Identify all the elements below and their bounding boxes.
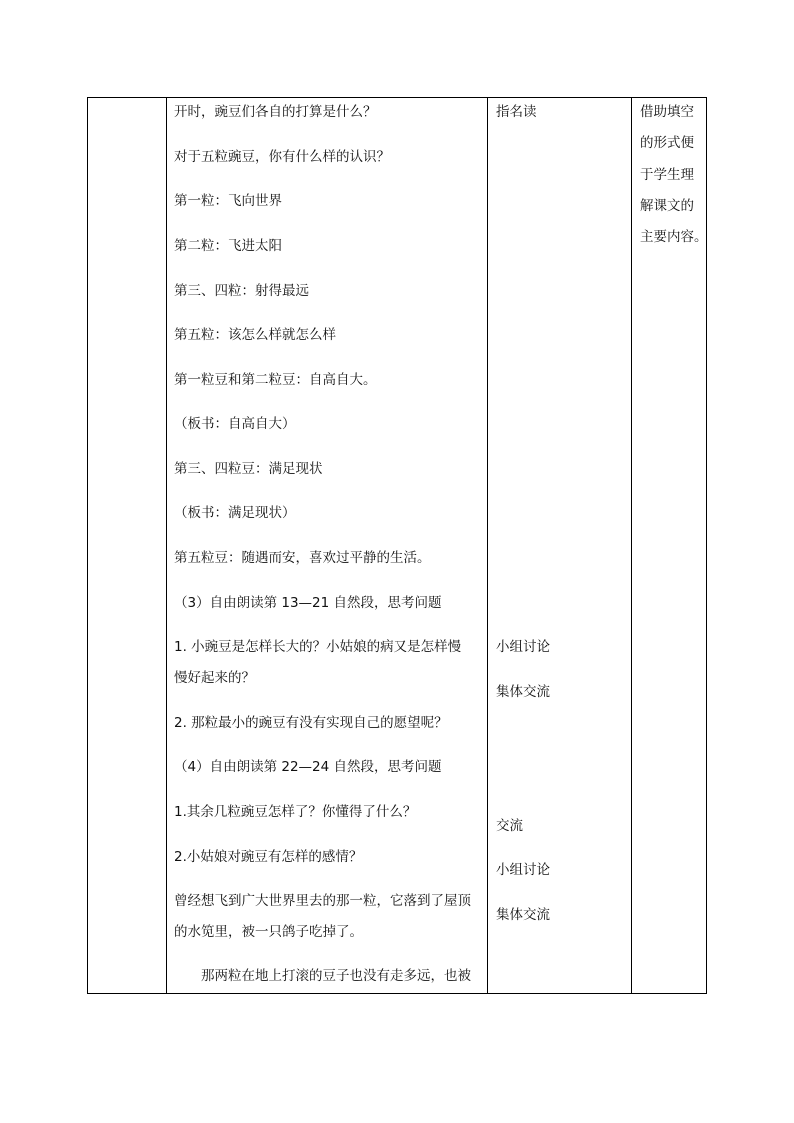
note-line: 于学生理 [640, 167, 694, 183]
activity-line: 小组讨论 [496, 639, 550, 655]
content-line: （3）自由朗读第 13—21 自然段，思考问题 [174, 595, 442, 611]
content-line: 第五粒豆：随遇而安，喜欢过平静的生活。 [174, 550, 431, 566]
note-line: 的形式便 [640, 135, 694, 151]
activity-line: 集体交流 [496, 907, 550, 923]
content-line: 第一粒豆和第二粒豆：自高自大。 [174, 372, 377, 388]
column-divider-1 [166, 97, 167, 993]
note-line: 解课文的 [640, 198, 694, 214]
column-divider-2 [487, 97, 488, 993]
activity-line: 交流 [496, 818, 523, 834]
activity-line: 指名读 [496, 104, 537, 120]
content-line: （板书：满足现状） [174, 505, 296, 521]
activity-line: 集体交流 [496, 684, 550, 700]
content-line: 1. 小豌豆是怎样长大的？小姑娘的病又是怎样慢 [174, 639, 462, 655]
content-line: 开时，豌豆们各自的打算是什么？ [174, 104, 377, 120]
note-line: 主要内容。 [640, 229, 708, 245]
content-line: 曾经想飞到广大世界里去的那一粒，它落到了屋顶 [174, 893, 471, 909]
content-line: （4）自由朗读第 22—24 自然段，思考问题 [174, 759, 442, 775]
content-line: 那两粒在地上打滚的豆子也没有走多远，也被 [201, 968, 471, 984]
content-line: 2. 那粒最小的豌豆有没有实现自己的愿望呢？ [174, 715, 448, 731]
content-line: 第三、四粒：射得最远 [174, 283, 309, 299]
content-line: 慢好起来的？ [174, 670, 255, 686]
activity-line: 小组讨论 [496, 862, 550, 878]
note-line: 借助填空 [640, 104, 694, 120]
content-line: 第三、四粒豆：满足现状 [174, 461, 323, 477]
content-line: 第五粒：该怎么样就怎么样 [174, 327, 336, 343]
content-line: 的水笕里，被一只鸽子吃掉了。 [174, 924, 363, 940]
content-line: （板书：自高自大） [174, 416, 296, 432]
content-line: 对于五粒豌豆，你有什么样的认识？ [174, 149, 390, 165]
column-divider-3 [631, 97, 632, 993]
content-line: 第二粒：飞进太阳 [174, 238, 282, 254]
content-line: 2.小姑娘对豌豆有怎样的感情？ [174, 849, 363, 865]
content-line: 第一粒：飞向世界 [174, 193, 282, 209]
content-line: 1.其余几粒豌豆怎样了？你懂得了什么？ [174, 804, 417, 820]
